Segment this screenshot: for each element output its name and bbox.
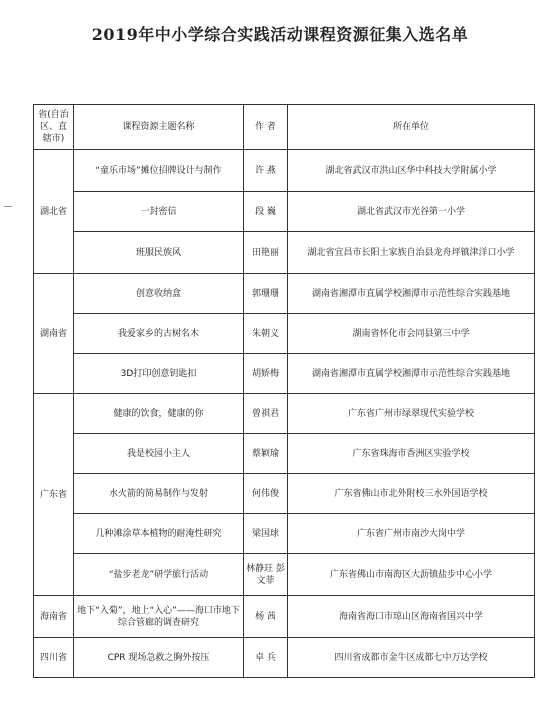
margin-mark bbox=[4, 206, 12, 207]
header-resource: 课程资源主题名称 bbox=[74, 105, 244, 150]
author-name: 郭珊珊 bbox=[244, 274, 288, 314]
unit-name: 湖南省湘潭市直属学校湘潭市示范性综合实践基地 bbox=[288, 354, 535, 394]
province-cell: 湖北省 bbox=[34, 150, 74, 274]
unit-name: 湖北省武汉市光谷第一小学 bbox=[288, 192, 535, 232]
unit-name: 湖北省宜昌市长阳土家族自治县龙舟坪镇津洋口小学 bbox=[288, 232, 535, 274]
unit-name: 湖北省武汉市洪山区华中科技大学附属小学 bbox=[288, 150, 535, 192]
table-row bbox=[34, 514, 535, 554]
province-cell: 海南省 bbox=[34, 596, 74, 638]
unit-name: 湖南省湘潭市直属学校湘潭市示范性综合实践基地 bbox=[288, 274, 535, 314]
author-name: 梁国球 bbox=[244, 514, 288, 554]
resource-name: 我是校园小主人 bbox=[74, 434, 244, 474]
author-name: 曾祺君 bbox=[244, 394, 288, 434]
table-row bbox=[34, 434, 535, 474]
header-province: 省(自治区、直辖市) bbox=[34, 105, 74, 150]
unit-name: 海南省海口市琼山区海南省国兴中学 bbox=[288, 596, 535, 638]
resource-name: 班服民族风 bbox=[74, 232, 244, 274]
unit-name: 广东省佛山市南海区大沥镇盐步中心小学 bbox=[288, 554, 535, 596]
table-row bbox=[34, 314, 535, 354]
author-name: 朱朝义 bbox=[244, 314, 288, 354]
unit-name: 广东省珠海市香洲区实验学校 bbox=[288, 434, 535, 474]
resource-name: 健康的饮食，健康的你 bbox=[74, 394, 244, 434]
unit-name: 广东省佛山市北外附校三水外国语学校 bbox=[288, 474, 535, 514]
author-name: 胡娇梅 bbox=[244, 354, 288, 394]
author-name: 许 燕 bbox=[244, 150, 288, 192]
page-title: 2019年中小学综合实践活动课程资源征集入选名单 bbox=[91, 25, 469, 44]
unit-name: 四川省成都市金牛区成都七中万达学校 bbox=[288, 638, 535, 678]
table-row bbox=[34, 354, 535, 394]
resource-name: 地下“入菊”，地上“入心”——海口市地下综合管廊的调查研究 bbox=[74, 596, 244, 638]
resource-name: CPR 现场急救之胸外按压 bbox=[74, 638, 244, 678]
header-author: 作 者 bbox=[244, 105, 288, 150]
table-row bbox=[34, 232, 535, 274]
table-row bbox=[34, 274, 535, 314]
table-row bbox=[34, 596, 535, 638]
author-name: 卓 兵 bbox=[244, 638, 288, 678]
table-row bbox=[34, 150, 535, 192]
header-unit: 所在单位 bbox=[288, 105, 535, 150]
resource-name: 几种滩涂草本植物的耐淹性研究 bbox=[74, 514, 244, 554]
selection-table bbox=[33, 104, 535, 678]
resource-name: 我爱家乡的古树名木 bbox=[74, 314, 244, 354]
table-row bbox=[34, 394, 535, 434]
table-row bbox=[34, 474, 535, 514]
unit-name: 广东省广州市南沙大岗中学 bbox=[288, 514, 535, 554]
author-name: 蔡颖瑜 bbox=[244, 434, 288, 474]
table-row bbox=[34, 638, 535, 678]
table-header-row bbox=[34, 105, 535, 150]
province-cell: 四川省 bbox=[34, 638, 74, 678]
resource-name: 创意收纳盒 bbox=[74, 274, 244, 314]
author-name: 田艳丽 bbox=[244, 232, 288, 274]
author-name: 段 巍 bbox=[244, 192, 288, 232]
province-cell: 湖南省 bbox=[34, 274, 74, 394]
table-row bbox=[34, 554, 535, 596]
resource-name: 水火箭的简易制作与发射 bbox=[74, 474, 244, 514]
author-name: 何伟俊 bbox=[244, 474, 288, 514]
resource-name: 3D打印创意钥匙扣 bbox=[74, 354, 244, 394]
author-name: 杨 茜 bbox=[244, 596, 288, 638]
unit-name: 广东省广州市绿翠现代实验学校 bbox=[288, 394, 535, 434]
resource-name: 一封密信 bbox=[74, 192, 244, 232]
author-name: 林静玨 彭文菲 bbox=[244, 554, 288, 596]
unit-name: 湖南省怀化市会同县第三中学 bbox=[288, 314, 535, 354]
resource-name: “盐步老龙”研学旅行活动 bbox=[74, 554, 244, 596]
province-cell: 广东省 bbox=[34, 394, 74, 596]
resource-name: “童乐市场”摊位招牌设计与制作 bbox=[74, 150, 244, 192]
table-row bbox=[34, 192, 535, 232]
